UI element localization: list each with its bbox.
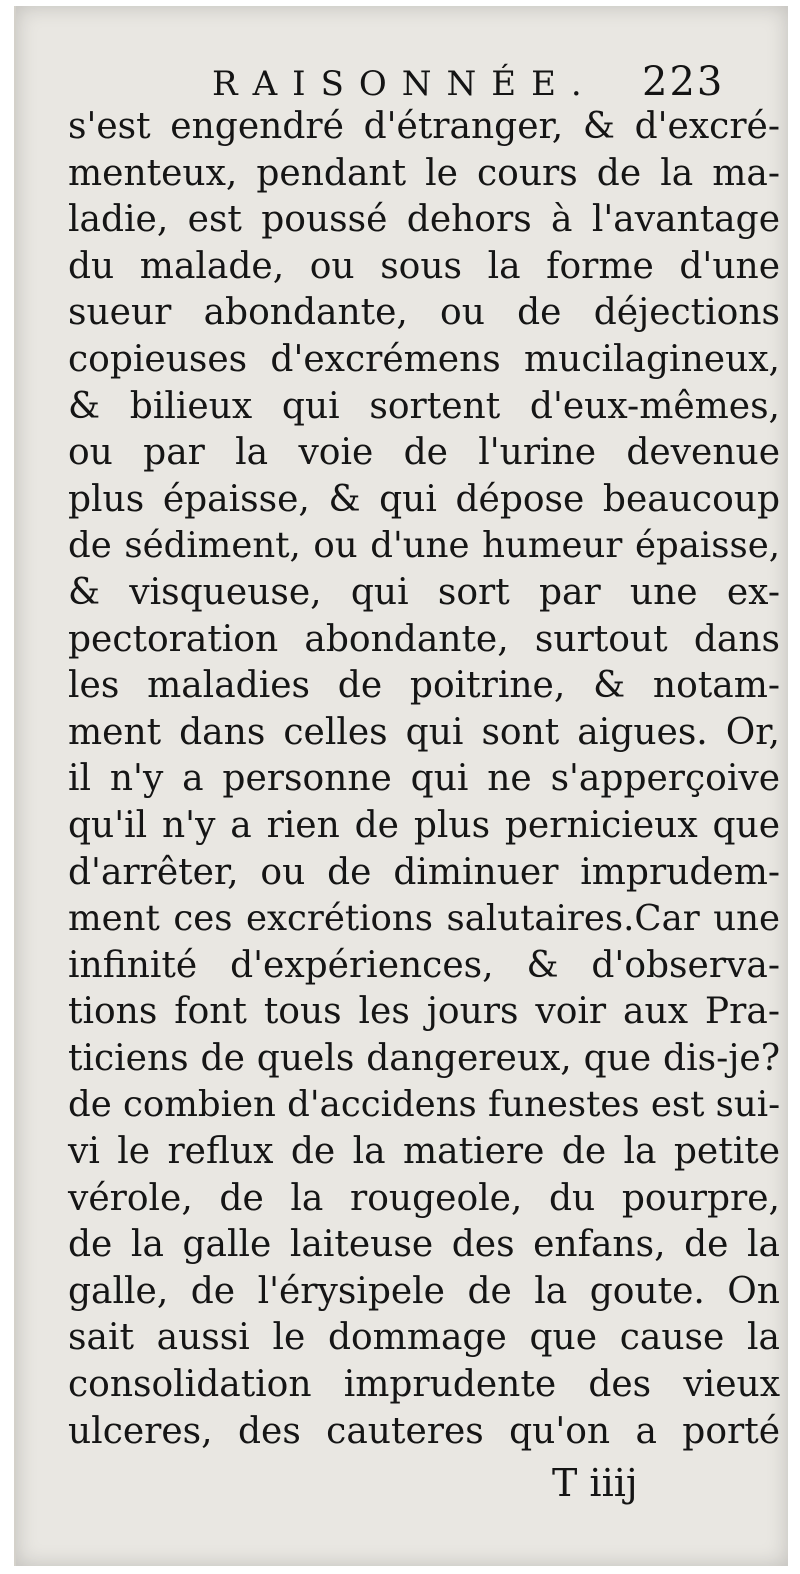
text-line: & visqueuse, qui sort par une ex- — [68, 571, 780, 613]
page-header — [16, 58, 788, 108]
text-line: de sédiment, ou d'une humeur épaisse, — [68, 525, 780, 567]
text-line: d'arrêter, ou de diminuer imprudem- — [68, 851, 780, 893]
body-text — [68, 104, 780, 1455]
text-line: les maladies de poitrine, & notam- — [68, 665, 780, 707]
text-line: infinité d'expériences, & d'observa- — [68, 944, 780, 986]
text-line: tions font tous les jours voir aux Pra- — [68, 991, 780, 1033]
text-line: du malade, ou sous la forme d'une — [68, 245, 780, 287]
running-head: RAISONNÉE. — [212, 64, 597, 104]
text-line: il n'y a personne qui ne s'apperçoive — [68, 758, 780, 800]
catchword: T iiij — [552, 1461, 638, 1505]
text-line: qu'il n'y a rien de plus pernicieux que — [68, 804, 780, 846]
text-line: pectoration abondante, surtout dans — [68, 618, 780, 660]
text-line: plus épaisse, & qui dépose beaucoup — [68, 478, 780, 520]
text-line: menteux, pendant le cours de la ma- — [68, 152, 780, 194]
text-line: ladie, est poussé dehors à l'avantage — [68, 199, 780, 241]
text-line: vi le reflux de la matiere de la petite — [68, 1131, 780, 1173]
text-line: ment ces excrétions salutaires.Car une — [68, 898, 780, 940]
book-page — [14, 6, 788, 1566]
text-line: galle, de l'érysipele de la goute. On — [68, 1270, 780, 1312]
text-line: ment dans celles qui sont aigues. Or, — [68, 711, 780, 753]
text-line: de combien d'accidens funestes est sui- — [68, 1084, 781, 1126]
page-number: 223 — [642, 59, 725, 105]
text-line: ou par la voie de l'urine devenue — [68, 432, 780, 474]
text-line: copieuses d'excrémens mucilagineux, — [68, 338, 780, 380]
text-line: sueur abondante, ou de déjections — [68, 292, 780, 334]
text-line: & bilieux qui sortent d'eux-mêmes, — [68, 385, 780, 427]
text-line: sait aussi le dommage que cause la — [68, 1317, 780, 1359]
text-line: s'est engendré d'étranger, & d'excré- — [68, 106, 780, 147]
text-line: ticiens de quels dangereux, que dis-je? — [68, 1037, 780, 1079]
text-line: consolidation imprudente des vieux — [68, 1364, 780, 1406]
text-line: ulceres, des cauteres qu'on a porté — [68, 1410, 780, 1452]
text-line: vérole, de la rougeole, du pourpre, — [68, 1177, 780, 1219]
text-line: de la galle laiteuse des enfans, de la — [68, 1224, 780, 1266]
